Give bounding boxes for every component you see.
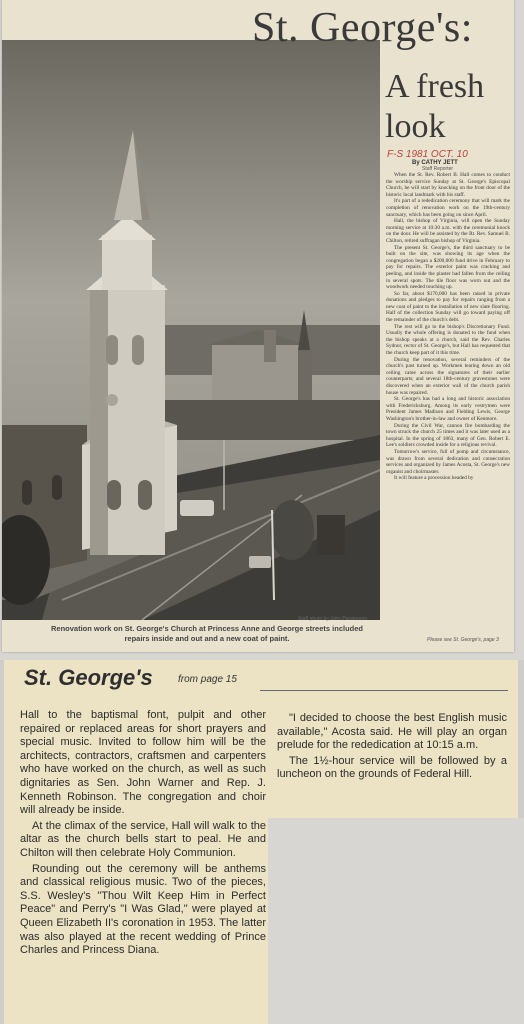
article-paragraph: So far, about $170,000 has been raised in private donations and pledges to pay for repairs ranging from a new coat of paint to the installation of new slate flooring. Half of the collection Sunday will go toward paying off the remainder of the church's debt. xyxy=(386,290,510,324)
continued-paragraph: Hall to the baptismal font, pulpit and other repaired or replaced areas for short prayers and special music. Invited to follow him will be the architects, contractors, craftsmen and carpenters who have worked on the church, as well as such dignitaries as Sen. John Warner and Rep. J. Kenneth Robinson. The congregation and choir will already be inside. xyxy=(20,709,266,817)
article-paragraph: Hall, the bishop of Virginia, will open the Sunday morning service at 10:30 a.m. with the ceremonial knock on the door. He will be assisted by the Rt. Rev. Samuel B. Chilton, retired suffragan bishop of Virginia. xyxy=(386,218,510,244)
from-page-note: from page 15 xyxy=(178,674,237,685)
photo-credit: Staff photo by John Paratoreno xyxy=(298,616,368,622)
continued-paragraph: At the climax of the service, Hall will walk to the altar as the church bells start to peal. He and Chilton will then celebrate Holy Communion. xyxy=(20,819,266,859)
article-paragraph: It's part of a rededication ceremony that will mark the completion of renovation work on the 19th-century sanctuary, which has been going on since April. xyxy=(386,198,510,218)
photo-caption: Renovation work on St. George's Church at Princess Anne and George streets included repairs inside and out and a new coat of paint. xyxy=(51,624,363,643)
title-rule xyxy=(260,690,508,691)
article-paragraph: During the Civil War, cannon fire bombarding the town struck the church 25 times and it was later used as a hospital. In the spring of 1863, many of Gen. Robert E. Lee's soldiers crowded inside for a religious revival. xyxy=(386,422,510,449)
article-paragraph: When the St. Rev. Robert B. Hall comes to conduct the worship service Sunday at St. George's Episcopal Church, he will start by knocking on the front door of the historic local landmark with his staff. xyxy=(386,172,510,198)
headline-line-3: look xyxy=(385,108,446,145)
continued-title: St. George's xyxy=(24,665,153,690)
handwritten-date-note: F-S 1981 OCT. 10 xyxy=(387,149,468,160)
article-paragraph: The present St. George's, the third sanctuary to be built on the site, was showing its age when the congregation began a $200,000 fund drive in February to pay for repairs. The exterior paint was cracking and peeling, and inside the plaster had fallen from the ceiling in several spots. The tile floor was worn out and the woodwork needed touching up. xyxy=(386,244,510,291)
church-photo xyxy=(2,40,380,620)
backdrop-cutout xyxy=(268,818,524,1024)
continued-paragraph: Rounding out the ceremony will be anthems and classical religious music. Two of the pieces, S.S. Wesley's "Thou Wilt Keep Him in Perfect Peace" and Perry's "I Was Glad," were played at Queen Elizabeth II's coronation in 1953. The latter was also played at the recent wedding of Prince Charles and Princess Diana. xyxy=(20,862,266,957)
continued-note: Please see St. George's, page 3 xyxy=(427,637,499,643)
newspaper-clipping-front xyxy=(2,0,514,652)
headline-line-2: A fresh xyxy=(385,68,485,105)
article-paragraph: St. George's has had a long and historic association with Fredericksburg. Among its early vestrymen were President James Madison and Fielding Lewis, George Washington's brother-in-law and owner of Kenmore. xyxy=(386,396,510,422)
headline-line-1: St. George's: xyxy=(252,5,473,51)
article-paragraph: The rest will go to the bishop's Discretionary Fund. Usually the whole offering is donated to the fund when the bishop speaks at a church, said the Rev. Charles Sydnor, rector of St. George's, but Hall has requested that the church keep part of it this time. xyxy=(386,323,510,357)
article-paragraph: During the renovation, several reminders of the church's past turned up. Workmen tearing down an old ceiling came across the signatures of their earlier counterparts; and several 18th-century gravestones were discovered when an exterior wall of the church parish house was repaired. xyxy=(386,356,510,396)
continued-paragraph: "I decided to choose the best English music available," Acosta said. He will play an organ prelude for the rededication at 10:15 a.m. xyxy=(277,712,507,752)
byline-title: Staff Reporter xyxy=(422,166,454,172)
continued-paragraph: The 1½-hour service will be followed by a luncheon on the grounds of Federal Hill. xyxy=(277,754,507,781)
continued-right-column xyxy=(277,712,507,784)
article-column xyxy=(386,172,510,482)
continued-left-column xyxy=(20,709,266,960)
byline: By CATHY JETT xyxy=(412,160,458,166)
article-paragraph: It will feature a procession headed by xyxy=(394,475,474,482)
article-paragraph: Tomorrow's service, full of pomp and circumstance, was drawn from several dedication and consecration services and organized by James Acosta, St. George's new organist and choirmaster. xyxy=(386,448,510,475)
